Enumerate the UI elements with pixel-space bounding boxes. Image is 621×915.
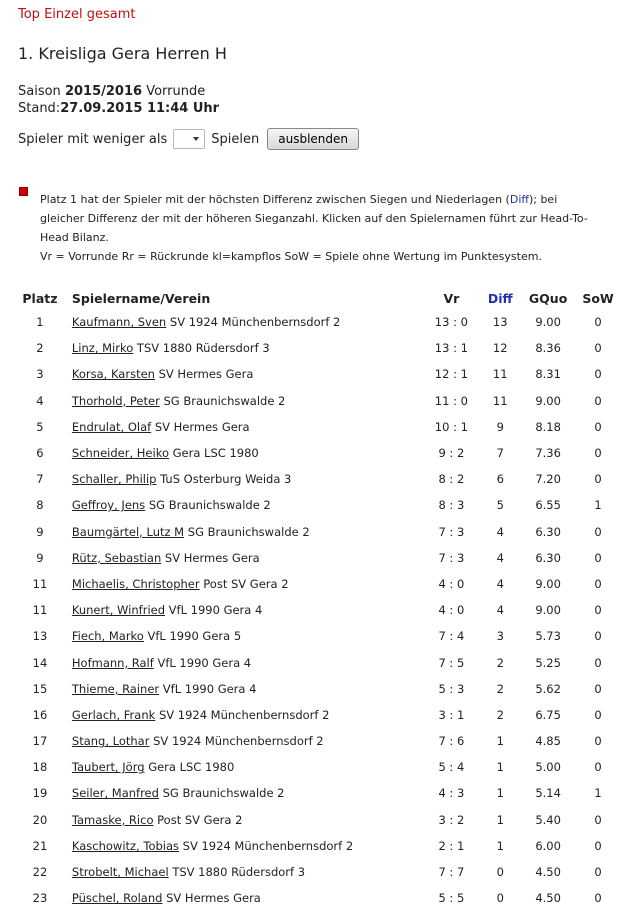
rank-cell: 6 bbox=[36, 446, 44, 461]
club-name: SV 1924 Münchenbernsdorf 2 bbox=[153, 734, 324, 749]
red-square-icon bbox=[19, 187, 28, 196]
stand-value: 27.09.2015 11:44 Uhr bbox=[60, 101, 220, 116]
vr-cell: 7 : 5 bbox=[438, 655, 465, 670]
table-row bbox=[14, 361, 621, 387]
player-link[interactable]: Linz, Mirko bbox=[71, 341, 134, 356]
club-name: TSV 1880 Rüdersdorf 3 bbox=[172, 865, 306, 880]
header-platz[interactable]: Platz bbox=[22, 290, 58, 306]
player-link[interactable]: Hofmann, Ralf bbox=[71, 655, 154, 670]
sow-cell: 1 bbox=[594, 498, 602, 513]
player-link[interactable]: Michaelis, Christopher bbox=[71, 576, 200, 591]
season-round: Vorrunde bbox=[146, 84, 206, 99]
rank-cell: 3 bbox=[36, 367, 44, 382]
sow-cell: 0 bbox=[594, 419, 602, 434]
gquo-cell: 9.00 bbox=[535, 315, 561, 330]
gquo-cell: 8.31 bbox=[535, 367, 561, 382]
player-link[interactable]: Gerlach, Frank bbox=[71, 707, 156, 722]
table-row bbox=[14, 728, 621, 754]
gquo-cell: 6.30 bbox=[535, 524, 561, 539]
sow-cell: 0 bbox=[594, 603, 602, 618]
sow-cell: 0 bbox=[594, 446, 602, 461]
player-link[interactable]: Püschel, Roland bbox=[71, 891, 163, 906]
rank-cell: 5 bbox=[36, 419, 44, 434]
gquo-cell: 5.00 bbox=[535, 760, 561, 775]
header-vr[interactable]: Vr bbox=[443, 290, 460, 306]
player-cell bbox=[66, 885, 424, 911]
club-name: TSV 1880 Rüdersdorf 3 bbox=[136, 341, 270, 356]
rank-cell: 21 bbox=[32, 838, 48, 853]
diff-cell: 11 bbox=[492, 393, 508, 408]
gquo-cell: 6.55 bbox=[535, 498, 561, 513]
diff-cell: 4 bbox=[496, 550, 504, 565]
diff-cell: 5 bbox=[496, 498, 504, 513]
table-row bbox=[14, 571, 621, 597]
sow-cell: 0 bbox=[594, 812, 602, 827]
player-cell bbox=[66, 361, 424, 387]
table-row bbox=[14, 676, 621, 702]
player-link[interactable]: Baumgärtel, Lutz M bbox=[71, 524, 185, 539]
player-link[interactable]: Korsa, Karsten bbox=[71, 367, 155, 382]
table-row bbox=[14, 702, 621, 728]
player-link[interactable]: Rütz, Sebastian bbox=[71, 550, 162, 565]
rank-cell: 17 bbox=[32, 734, 48, 749]
player-link[interactable]: Strobelt, Michael bbox=[71, 865, 169, 880]
player-link[interactable]: Fiech, Marko bbox=[71, 629, 144, 644]
rank-cell: 1 bbox=[36, 315, 44, 330]
season-value: 2015/2016 bbox=[64, 84, 143, 99]
diff-cell: 1 bbox=[496, 760, 504, 775]
diff-cell: 13 bbox=[492, 315, 508, 330]
rank-cell: 11 bbox=[32, 576, 48, 591]
player-cell bbox=[66, 807, 424, 833]
gquo-cell: 8.18 bbox=[535, 419, 561, 434]
header-name[interactable]: Spielername/Verein bbox=[71, 290, 211, 306]
diff-cell: 1 bbox=[496, 734, 504, 749]
gquo-cell: 9.00 bbox=[535, 576, 561, 591]
diff-cell: 9 bbox=[496, 419, 504, 434]
gquo-cell: 4.85 bbox=[535, 734, 561, 749]
player-cell bbox=[66, 780, 424, 806]
table-row bbox=[14, 492, 621, 518]
info-text-part2: ); bei gleicher Differenz der mit der höheren Sieganzahl. Klicken auf den Spielernamen führt zur Head-To-Head Bilanz. bbox=[40, 193, 588, 244]
vr-cell: 13 : 1 bbox=[434, 341, 468, 356]
diff-cell: 2 bbox=[496, 655, 504, 670]
vr-cell: 4 : 3 bbox=[438, 786, 465, 801]
info-text bbox=[40, 190, 600, 266]
diff-cell: 4 bbox=[496, 524, 504, 539]
club-name: SV Hermes Gera bbox=[154, 419, 250, 434]
vr-cell: 10 : 1 bbox=[434, 419, 468, 434]
sow-cell: 0 bbox=[594, 341, 602, 356]
player-cell bbox=[66, 859, 424, 885]
gquo-cell: 9.00 bbox=[535, 393, 561, 408]
diff-cell: 12 bbox=[492, 341, 508, 356]
player-cell bbox=[66, 388, 424, 414]
gquo-cell: 5.14 bbox=[535, 786, 561, 801]
gquo-cell: 6.30 bbox=[535, 550, 561, 565]
filter-suffix: Spielen bbox=[211, 131, 260, 147]
rank-cell: 19 bbox=[32, 786, 48, 801]
player-link[interactable]: Thieme, Rainer bbox=[71, 681, 160, 696]
club-name: Post SV Gera 2 bbox=[203, 576, 289, 591]
sow-cell: 0 bbox=[594, 629, 602, 644]
table-row bbox=[14, 466, 621, 492]
player-cell bbox=[66, 728, 424, 754]
player-filter bbox=[18, 128, 359, 150]
stand-label: Stand: bbox=[18, 101, 61, 116]
table-row bbox=[14, 649, 621, 675]
sow-cell: 0 bbox=[594, 734, 602, 749]
rank-cell: 11 bbox=[32, 603, 48, 618]
diff-cell: 0 bbox=[496, 891, 504, 906]
player-cell bbox=[66, 545, 424, 571]
player-cell bbox=[66, 335, 424, 361]
gquo-cell: 4.50 bbox=[535, 891, 561, 906]
rank-cell: 9 bbox=[36, 550, 44, 565]
season-info bbox=[18, 84, 205, 99]
table-row bbox=[14, 833, 621, 859]
club-name: VfL 1990 Gera 4 bbox=[162, 681, 257, 696]
diff-cell: 2 bbox=[496, 707, 504, 722]
club-name: SV 1924 Münchenbernsdorf 2 bbox=[182, 838, 354, 853]
club-name: SG Braunichswalde 2 bbox=[148, 498, 271, 513]
gquo-cell: 5.73 bbox=[535, 629, 561, 644]
table-row bbox=[14, 414, 621, 440]
player-link[interactable]: Thorhold, Peter bbox=[71, 393, 160, 408]
sow-cell: 0 bbox=[594, 524, 602, 539]
club-name: SV Hermes Gera bbox=[158, 367, 254, 382]
table-row bbox=[14, 309, 621, 335]
vr-cell: 12 : 1 bbox=[434, 367, 468, 382]
club-name: Gera LSC 1980 bbox=[148, 760, 235, 775]
ranking-table bbox=[14, 287, 621, 911]
gquo-cell: 8.36 bbox=[535, 341, 561, 356]
gquo-cell: 6.00 bbox=[535, 838, 561, 853]
club-name: Gera LSC 1980 bbox=[172, 446, 259, 461]
player-cell bbox=[66, 754, 424, 780]
club-name: VfL 1990 Gera 4 bbox=[168, 603, 263, 618]
player-link[interactable]: Endrulat, Olaf bbox=[71, 419, 152, 434]
player-link[interactable]: Stang, Lothar bbox=[71, 734, 150, 749]
diff-cell: 1 bbox=[496, 838, 504, 853]
sow-cell: 0 bbox=[594, 681, 602, 696]
player-cell bbox=[66, 676, 424, 702]
sow-cell: 0 bbox=[594, 315, 602, 330]
vr-cell: 3 : 1 bbox=[438, 707, 465, 722]
vr-cell: 7 : 7 bbox=[438, 865, 465, 880]
vr-cell: 5 : 5 bbox=[438, 891, 465, 906]
gquo-cell: 7.36 bbox=[535, 446, 561, 461]
diff-cell: 1 bbox=[496, 786, 504, 801]
gquo-cell: 7.20 bbox=[535, 472, 561, 487]
diff-cell: 4 bbox=[496, 603, 504, 618]
sow-cell: 0 bbox=[594, 550, 602, 565]
diff-cell: 1 bbox=[496, 812, 504, 827]
sow-cell: 1 bbox=[594, 786, 602, 801]
rank-cell: 16 bbox=[32, 707, 48, 722]
player-link[interactable]: Kaufmann, Sven bbox=[71, 315, 167, 330]
league-title: 1. Kreisliga Gera Herren H bbox=[18, 44, 227, 63]
vr-cell: 5 : 4 bbox=[438, 760, 465, 775]
hide-button[interactable]: ausblenden bbox=[267, 128, 359, 150]
club-name: SG Braunichswalde 2 bbox=[162, 786, 285, 801]
player-cell bbox=[66, 309, 424, 335]
gquo-cell: 5.25 bbox=[535, 655, 561, 670]
rank-cell: 8 bbox=[36, 498, 44, 513]
player-link[interactable]: Tamaske, Rico bbox=[71, 812, 154, 827]
table-row bbox=[14, 623, 621, 649]
table-row bbox=[14, 807, 621, 833]
club-name: SG Braunichswalde 2 bbox=[187, 524, 310, 539]
diff-cell: 2 bbox=[496, 681, 504, 696]
table-row bbox=[14, 519, 621, 545]
sow-cell: 0 bbox=[594, 655, 602, 670]
player-link[interactable]: Kunert, Winfried bbox=[71, 603, 166, 618]
header-diff[interactable]: Diff bbox=[487, 290, 513, 306]
player-cell bbox=[66, 623, 424, 649]
table-row bbox=[14, 545, 621, 571]
vr-cell: 7 : 3 bbox=[438, 550, 465, 565]
min-games-select[interactable] bbox=[173, 129, 205, 149]
sow-cell: 0 bbox=[594, 760, 602, 775]
filter-prefix: Spieler mit weniger als bbox=[18, 131, 168, 147]
rank-cell: 13 bbox=[32, 629, 48, 644]
club-name: VfL 1990 Gera 4 bbox=[157, 655, 252, 670]
sow-cell: 0 bbox=[594, 393, 602, 408]
diff-cell: 0 bbox=[496, 865, 504, 880]
gquo-cell: 6.75 bbox=[535, 707, 561, 722]
vr-cell: 11 : 0 bbox=[434, 393, 468, 408]
sow-cell: 0 bbox=[594, 472, 602, 487]
gquo-cell: 4.50 bbox=[535, 865, 561, 880]
rank-cell: 14 bbox=[32, 655, 48, 670]
vr-cell: 13 : 0 bbox=[434, 315, 468, 330]
table-row bbox=[14, 388, 621, 414]
vr-cell: 4 : 0 bbox=[438, 603, 465, 618]
player-link[interactable]: Schaller, Philip bbox=[71, 472, 157, 487]
table-row bbox=[14, 780, 621, 806]
player-cell bbox=[66, 649, 424, 675]
table-row bbox=[14, 885, 621, 911]
player-link[interactable]: Seiler, Manfred bbox=[71, 786, 159, 801]
chevron-down-icon bbox=[193, 137, 199, 141]
vr-cell: 2 : 1 bbox=[438, 838, 465, 853]
diff-cell: 11 bbox=[492, 367, 508, 382]
table-header-row bbox=[14, 287, 621, 309]
club-name: SV 1924 Münchenbernsdorf 2 bbox=[158, 707, 330, 722]
vr-cell: 9 : 2 bbox=[438, 446, 465, 461]
vr-cell: 8 : 3 bbox=[438, 498, 465, 513]
table-row bbox=[14, 754, 621, 780]
player-cell bbox=[66, 519, 424, 545]
player-cell bbox=[66, 492, 424, 518]
player-link[interactable]: Geffroy, Jens bbox=[71, 498, 146, 513]
stand-info bbox=[18, 101, 219, 116]
sow-cell: 0 bbox=[594, 865, 602, 880]
club-name: SG Braunichswalde 2 bbox=[163, 393, 286, 408]
vr-cell: 4 : 0 bbox=[438, 576, 465, 591]
rank-cell: 20 bbox=[32, 812, 48, 827]
info-legend: Vr = Vorrunde Rr = Rückrunde kl=kampflos SoW = Spiele ohne Wertung im Punktesystem. bbox=[40, 250, 542, 263]
player-link[interactable]: Kaschowitz, Tobias bbox=[71, 838, 180, 853]
rank-cell: 4 bbox=[36, 393, 44, 408]
sow-cell: 0 bbox=[594, 838, 602, 853]
club-name: SV Hermes Gera bbox=[166, 891, 261, 906]
player-cell bbox=[66, 571, 424, 597]
diff-cell: 4 bbox=[496, 576, 504, 591]
diff-cell: 3 bbox=[496, 629, 504, 644]
player-link[interactable]: Schneider, Heiko bbox=[71, 446, 169, 461]
rank-cell: 9 bbox=[36, 524, 44, 539]
sow-cell: 0 bbox=[594, 576, 602, 591]
player-cell bbox=[66, 597, 424, 623]
player-cell bbox=[66, 702, 424, 728]
sow-cell: 0 bbox=[594, 891, 602, 906]
info-text-part1: Platz 1 hat der Spieler mit der höchsten Differenz zwischen Siegen und Niederlagen ( bbox=[40, 193, 510, 206]
header-gquo[interactable]: GQuo bbox=[528, 290, 568, 306]
diff-cell: 7 bbox=[496, 446, 504, 461]
club-name: SV Hermes Gera bbox=[164, 550, 260, 565]
rank-cell: 7 bbox=[36, 472, 44, 487]
gquo-cell: 9.00 bbox=[535, 603, 561, 618]
player-cell bbox=[66, 833, 424, 859]
table-row bbox=[14, 440, 621, 466]
player-cell bbox=[66, 440, 424, 466]
rank-cell: 18 bbox=[32, 760, 48, 775]
rank-cell: 2 bbox=[36, 341, 44, 356]
club-name: SV 1924 Münchenbernsdorf 2 bbox=[169, 315, 341, 330]
player-cell bbox=[66, 466, 424, 492]
vr-cell: 8 : 2 bbox=[438, 472, 465, 487]
player-link[interactable]: Taubert, Jörg bbox=[71, 760, 145, 775]
gquo-cell: 5.40 bbox=[535, 812, 561, 827]
gquo-cell: 5.62 bbox=[535, 681, 561, 696]
sow-cell: 0 bbox=[594, 707, 602, 722]
table-row bbox=[14, 859, 621, 885]
info-diff-term: Diff bbox=[509, 193, 529, 206]
player-cell bbox=[66, 414, 424, 440]
table-row bbox=[14, 597, 621, 623]
vr-cell: 3 : 2 bbox=[438, 812, 465, 827]
rank-cell: 23 bbox=[32, 891, 48, 906]
vr-cell: 7 : 6 bbox=[438, 734, 465, 749]
club-name: TuS Osterburg Weida 3 bbox=[160, 472, 292, 487]
top-einzel-link[interactable]: Top Einzel gesamt bbox=[18, 7, 136, 22]
vr-cell: 5 : 3 bbox=[438, 681, 465, 696]
diff-cell: 6 bbox=[496, 472, 504, 487]
vr-cell: 7 : 3 bbox=[438, 524, 465, 539]
club-name: VfL 1990 Gera 5 bbox=[147, 629, 242, 644]
season-label: Saison bbox=[18, 84, 61, 99]
table-row bbox=[14, 335, 621, 361]
sow-cell: 0 bbox=[594, 367, 602, 382]
rank-cell: 15 bbox=[32, 681, 48, 696]
header-sow[interactable]: SoW bbox=[582, 290, 614, 306]
club-name: Post SV Gera 2 bbox=[157, 812, 243, 827]
vr-cell: 7 : 4 bbox=[438, 629, 465, 644]
rank-cell: 22 bbox=[32, 865, 48, 880]
